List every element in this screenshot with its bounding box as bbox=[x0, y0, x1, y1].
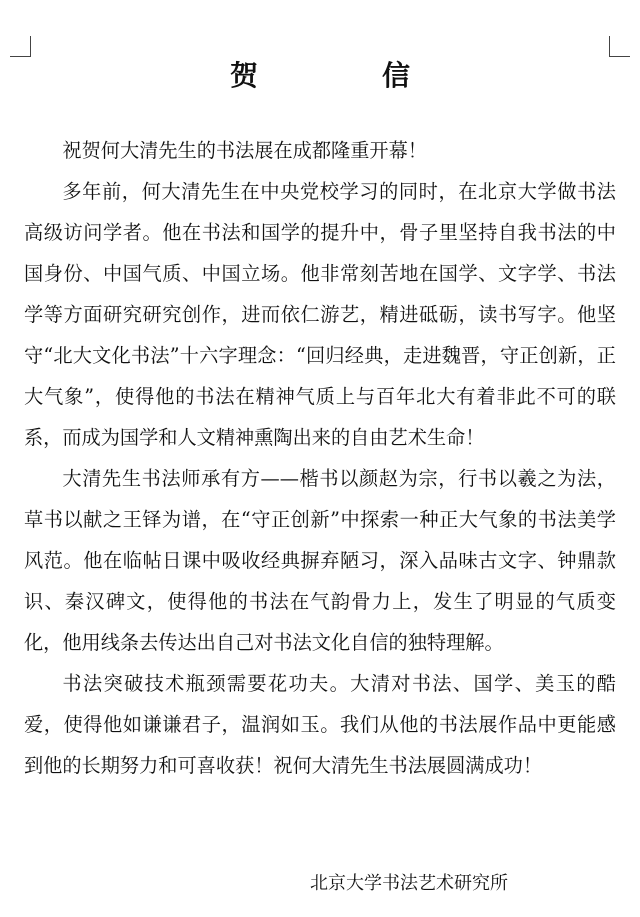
paragraph-style: 大清先生书法师承有方——楷书以颜赵为宗，行书以羲之为法，草书以献之王铎为谱，在“守正创新”中探索一种正大气象的书法美学风范。他在临帖日课中吸收经典摒弃陋习，深入品味古文字、钟鼎款识、秦汉碑文，使得他的书法在气韵骨力上，发生了明显的气质变化，他用线条去传达出自己对书法文化自信的独特理解。 bbox=[24, 467, 616, 654]
letter-title: 贺 信 bbox=[229, 59, 458, 92]
paragraph-closing: 书法突破技术瓶颈需要花功夫。大清对书法、国学、美玉的酷爱，使得他如谦谦君子，温润如玉。我们从他的书法展作品中更能感到他的长期努力和可喜收获！祝何大清先生书法展圆满成功！ bbox=[24, 672, 616, 777]
letter-body bbox=[24, 130, 616, 786]
paragraph-background: 多年前，何大清先生在中央党校学习的同时，在北京大学做书法高级访问学者。他在书法和国学的提升中，骨子里坚持自我书法的中国身份、中国气质、中国立场。他非常刻苦地在国学、文字学、书法学等方面研究研究创作，进而依仁游艺，精进砥砺，读书写字。他坚守“北大文化书法”十六字理念：“回归经典，走进魏晋，守正创新，正大气象”，使得他的书法在精神气质上与百年北大有着非此不可的联系，而成为国学和人文精神熏陶出来的自由艺术生命！ bbox=[24, 180, 616, 449]
signature-organization: 北京大学书法艺术研究所 bbox=[310, 873, 508, 894]
paragraph-greeting: 祝贺何大清先生的书法展在成都隆重开幕！ bbox=[62, 139, 427, 162]
